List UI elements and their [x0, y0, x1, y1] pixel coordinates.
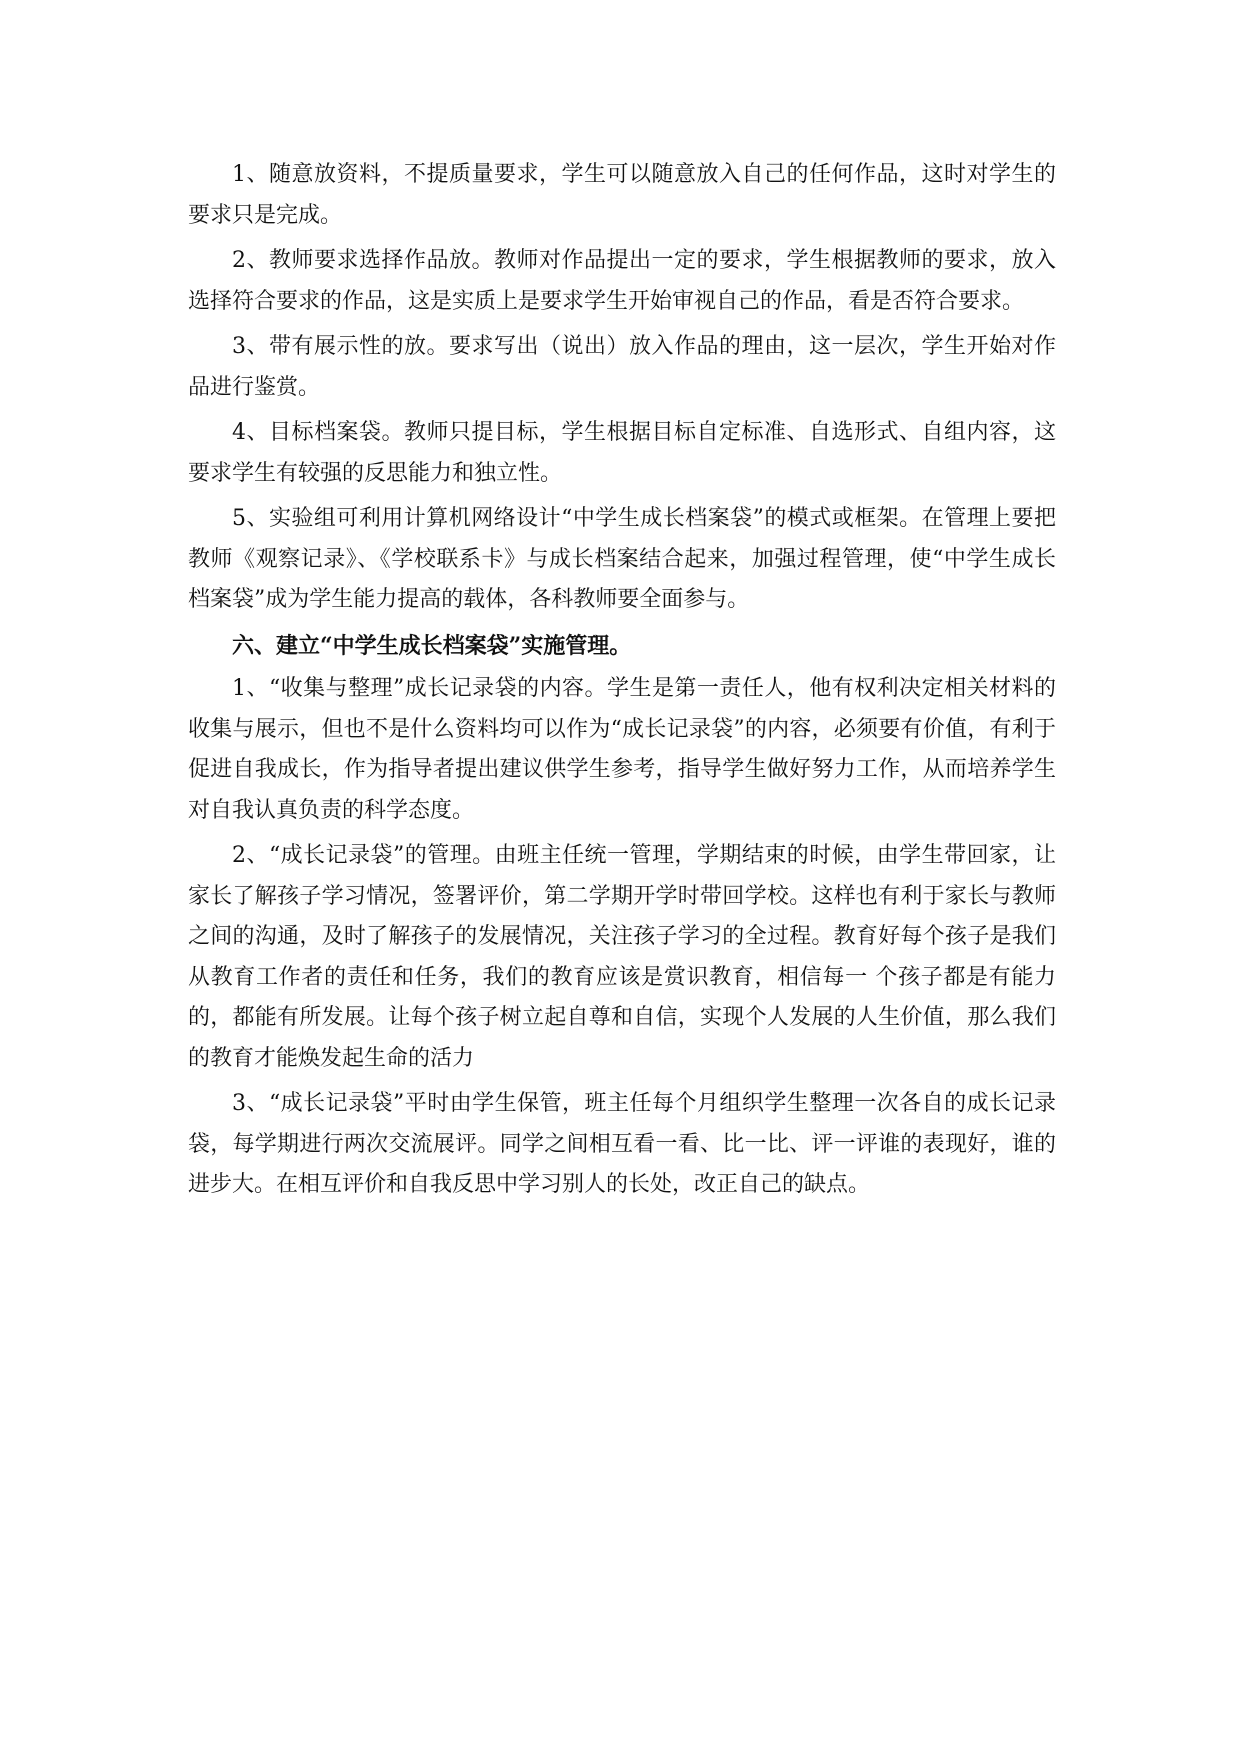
- paragraph-5-3: 3、带有展示性的放。要求写出（说出）放入作品的理由，这一层次，学生开始对作品进行鉴赏。: [188, 334, 1056, 400]
- document-page: [188, 155, 1056, 1211]
- paragraph-5-2: 2、教师要求选择作品放。教师对作品提出一定的要求，学生根据教师的要求，放入选择符合要求的作品，这是实质上是要求学生开始审视自己的作品，看是否符合要求。: [188, 248, 1056, 314]
- paragraph-5-1: 1、随意放资料，不提质量要求，学生可以随意放入自己的任何作品，这时对学生的要求只是完成。: [188, 162, 1056, 228]
- section-6-heading: 六、建立“中学生成长档案袋”实施管理。: [232, 632, 632, 659]
- paragraph-6-2: 2、“成长记录袋”的管理。由班主任统一管理，学期结束的时候，由学生带回家，让家长了解孩子学习情况，签署评价，第二学期开学时带回学校。这样也有利于家长与教师之间的沟通，及时了解孩子的发展情况，关注孩子学习的全过程。教育好每个孩子是我们从教育工作者的责任和任务，我们的教育应该是赏识教育，相信每一 个孩子都是有能力的，都能有所发展。让每个孩子树立起自尊和自信，实现个人发展的人生价值，那么我们的教育才能焕发起生命的活力: [188, 843, 1056, 1071]
- paragraph-5-4: 4、目标档案袋。教师只提目标，学生根据目标自定标准、自选形式、自组内容，这要求学生有较强的反思能力和独立性。: [188, 420, 1056, 486]
- paragraph-6-1: 1、“收集与整理”成长记录袋的内容。学生是第一责任人，他有权利决定相关材料的收集与展示，但也不是什么资料均可以作为“成长记录袋”的内容，必须要有价值，有利于促进自我成长，作为指导者提出建议供学生参考，指导学生做好努力工作，从而培养学生对自我认真负责的科学态度。: [188, 676, 1056, 823]
- paragraph-5-5: 5、实验组可利用计算机网络设计“中学生成长档案袋”的模式或框架。在管理上要把教师《观察记录》、《学校联系卡》与成长档案结合起来，加强过程管理，使“中学生成长档案袋”成为学生能力提高的载体，各科教师要全面参与。: [188, 506, 1056, 612]
- paragraph-6-3: 3、“成长记录袋”平时由学生保管，班主任每个月组织学生整理一次各自的成长记录袋，每学期进行两次交流展评。同学之间相互看一看、比一比、评一评谁的表现好，谁的进步大。在相互评价和自我反思中学习别人的长处，改正自己的缺点。: [188, 1091, 1056, 1197]
